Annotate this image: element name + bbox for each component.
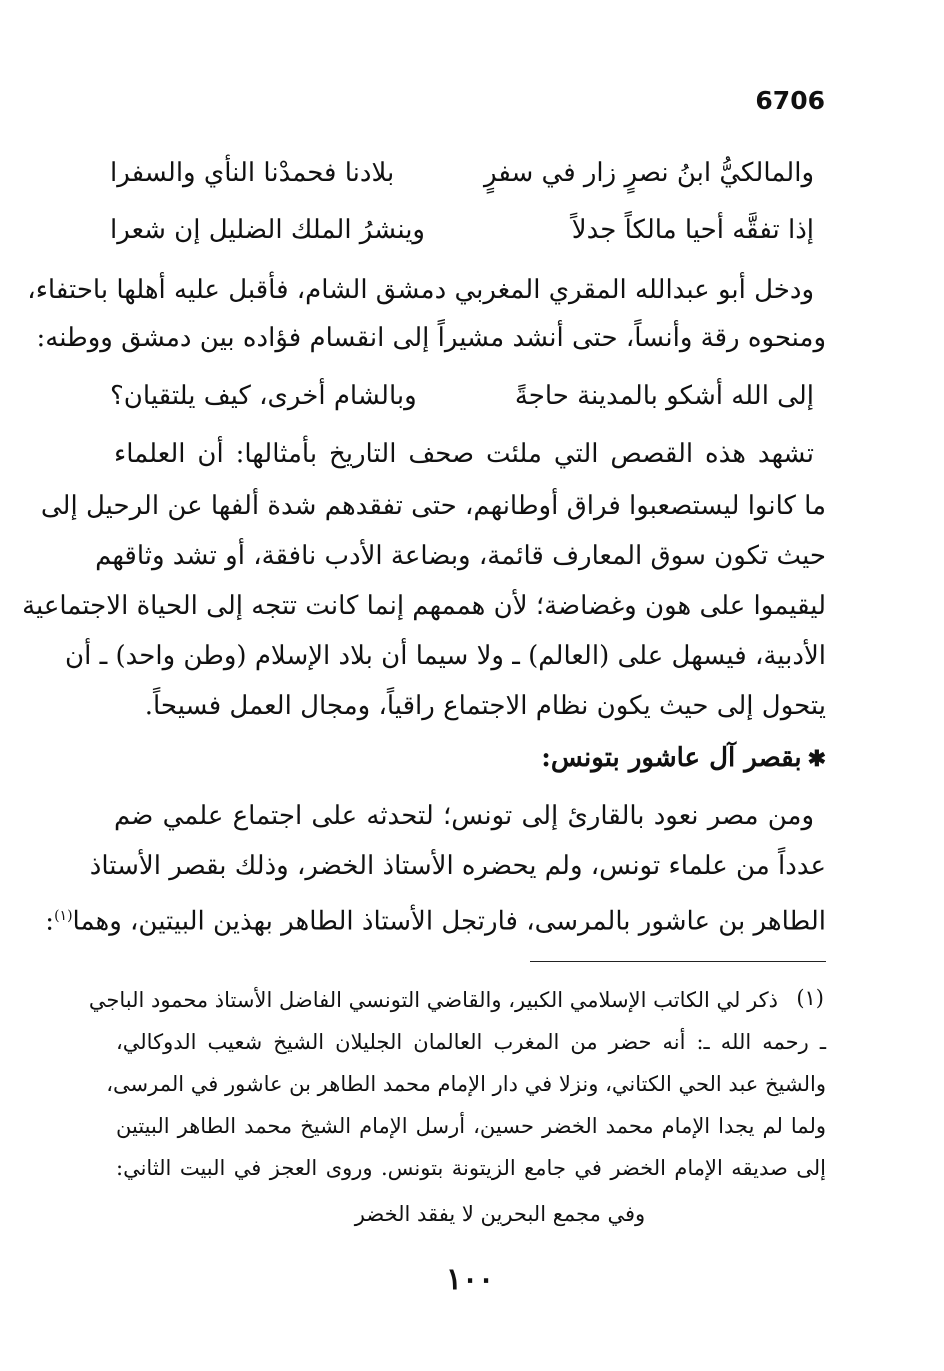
footnote-line-4: ولما لم يجدا الإمام محمد الخضر حسين، أرسل الإمام الشيخ محمد الطاهر البيتين <box>116 1114 826 1138</box>
para2-line-6: يتحول إلى حيث يكون نظام الاجتماع راقياً، ومجال العمل فسيحاً. <box>144 691 826 721</box>
para2-line-3: حيث تكون سوق المعارف قائمة، وبضاعة الأدب نافقة، أو تشد وثاقهم <box>95 541 826 571</box>
para3-line-3-text: الطاهر بن عاشور بالمرسى، فارتجل الأستاذ الطاهر بهذين البيتين، وهما <box>72 906 826 937</box>
para3-line-3-end: : <box>45 906 55 937</box>
footnote-number: (١) <box>796 986 824 1010</box>
para2-line-2: ما كانوا ليستصعبوا فراق أوطانهم، حتى تفقدهم شدة ألفها عن الرحيل إلى <box>40 491 826 521</box>
para2-line-5: الأدبية، فيسهل على (العالم) ـ ولا سيما أن بلاد الإسلام (وطن واحد) ـ أن <box>65 641 826 671</box>
verse3-right-hemistich: إلى الله أشكو بالمدينة حاجةً <box>514 381 814 411</box>
footnote-reference: (١) <box>54 908 73 924</box>
para3-line-3 <box>45 900 826 938</box>
verse3-left-hemistich: وبالشام أخرى، كيف يلتقيان؟ <box>110 381 417 411</box>
verse1-right-hemistich: والمالكيُّ ابنُ نصرٍ زار في سفرٍ <box>483 158 814 188</box>
footnote-line-3: والشيخ عبد الحي الكتاني، ونزلا في دار الإمام محمد الطاهر بن عاشور في المرسى، <box>106 1072 826 1096</box>
para2-line-1: تشهد هذه القصص التي ملئت صحف التاريخ بأمثالها: أن العلماء <box>114 439 814 469</box>
footnote-separator <box>530 961 826 962</box>
verse2-right-hemistich: إذا تفقَّه أحيا مالكاً جدلاً <box>571 215 814 245</box>
para3-line-1: ومن مصر نعود بالقارئ إلى تونس؛ لتحدثه على اجتماع علمي ضم <box>114 801 814 831</box>
page-number: ١٠٠ <box>445 1262 495 1297</box>
asterisk-icon: ✱ <box>807 746 826 772</box>
para2-line-4: ليقيموا على هون وغضاضة؛ لأن هممهم إنما كانت تتجه إلى الحياة الاجتماعية <box>22 591 826 621</box>
section-heading-text: بقصر آل عاشور بتونس: <box>541 743 802 773</box>
verse1-left-hemistich: بلادنا فحمدْنا النأي والسفرا <box>110 158 395 188</box>
footnote-line-5: إلى صديقه الإمام الخضر في جامع الزيتونة بتونس. وروى العجز في البيت الثاني: <box>116 1156 826 1180</box>
footnote-line-1: ذكر لي الكاتب الإسلامي الكبير، والقاضي التونسي الفاضل الأستاذ محمود الباجي <box>88 988 778 1012</box>
footnote-line-2: ـ رحمه الله ـ: أنه حضر من المغرب العالمان الجليلان الشيخ شعيب الدوكالي، <box>116 1030 826 1054</box>
verse2-left-hemistich: وينشرُ الملك الضليل إن شعرا <box>110 215 425 245</box>
section-heading <box>541 742 826 775</box>
para3-line-2: عدداً من علماء تونس، ولم يحضره الأستاذ الخضر، وذلك بقصر الأستاذ <box>89 851 826 881</box>
para1-line-2: ومنحوه رقة وأنساً، حتى أنشد مشيراً إلى انقسام فؤاده بين دمشق ووطنه: <box>36 323 826 353</box>
para1-line-1: ودخل أبو عبدالله المقري المغربي دمشق الشام، فأقبل عليه أهلها باحتفاء، <box>27 275 814 305</box>
footnote-line-6-verse: وفي مجمع البحرين لا يفقد الخضر <box>354 1202 646 1226</box>
page-id: 6706 <box>755 86 825 115</box>
